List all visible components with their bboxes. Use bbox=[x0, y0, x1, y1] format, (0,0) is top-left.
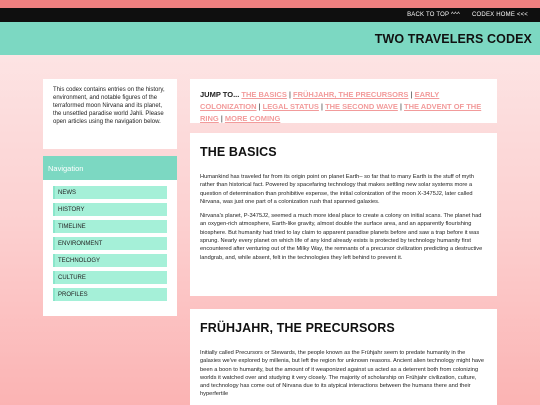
nav-item-profiles[interactable]: PROFILES bbox=[53, 288, 167, 301]
article-paragraph: Initially called Precursors or Stewards, the people known as the Frühjahr seem to predate humanity in the galaxies we've explored by millenia, but left the region for unknown reasons. Ancient alien technology might have been a boon to humanity, but the amount of it weaponized against us acted as a deterrent both from colonizing worlds it watched over and studying it very closely. The majority of scholarship on Frühjahr civilization, culture, and technology has come out of Nirvana due to its atypical interactions between the humans there and their hyperfertile bbox=[200, 350, 485, 398]
jump-link-early-colonization[interactable]: EARLY COLONIZATION bbox=[200, 90, 440, 111]
article-title: FRÜHJAHR, THE PRECURSORS bbox=[200, 321, 395, 335]
codex-home-link[interactable]: CODEX HOME <<< bbox=[472, 12, 528, 18]
navigation-list bbox=[43, 180, 177, 301]
jump-to-box bbox=[190, 79, 497, 123]
jump-separator: | bbox=[288, 90, 291, 99]
nav-item-news[interactable]: NEWS bbox=[53, 186, 167, 199]
jump-separator: | bbox=[399, 102, 402, 111]
intro-text: This codex contains entries on the history, environment, and notable figures of the terraformed moon Nirvana and its planet, the unsettled paradise world Jahli. Please open articles using the navigation below. bbox=[53, 87, 165, 125]
article-the-basics bbox=[190, 133, 497, 296]
article-title: THE BASICS bbox=[200, 145, 277, 159]
jump-link-fruhjahr[interactable]: FRÜHJAHR, THE PRECURSORS bbox=[292, 90, 409, 99]
jump-link-advent-of-the-ring[interactable]: THE ADVENT OF THE RING bbox=[200, 102, 482, 123]
accent-strip bbox=[0, 0, 540, 8]
nav-item-timeline[interactable]: TIMELINE bbox=[53, 220, 167, 233]
back-to-top-link[interactable]: BACK TO TOP ^^^ bbox=[407, 12, 461, 18]
nav-item-technology[interactable]: TECHNOLOGY bbox=[53, 254, 167, 267]
intro-box bbox=[43, 79, 177, 149]
jump-link-more-coming[interactable]: MORE COMING bbox=[224, 114, 281, 123]
jump-link-legal-status[interactable]: LEGAL STATUS bbox=[262, 102, 319, 111]
nav-item-culture[interactable]: CULTURE bbox=[53, 271, 167, 284]
site-header bbox=[0, 22, 540, 55]
site-title: TWO TRAVELERS CODEX bbox=[374, 31, 532, 46]
nav-item-history[interactable]: HISTORY bbox=[53, 203, 167, 216]
navigation-title: Navigation bbox=[43, 156, 177, 180]
jump-label: JUMP TO... bbox=[200, 90, 240, 99]
jump-separator: | bbox=[258, 102, 261, 111]
jump-separator: | bbox=[321, 102, 323, 111]
nav-item-environment[interactable]: ENVIRONMENT bbox=[53, 237, 167, 250]
top-bar bbox=[0, 8, 540, 22]
jump-link-second-wave[interactable]: THE SECOND WAVE bbox=[325, 102, 398, 111]
jump-separator: | bbox=[220, 114, 223, 123]
jump-link-the-basics[interactable]: THE BASICS bbox=[241, 90, 287, 99]
navigation-panel bbox=[43, 156, 177, 316]
jump-separator: | bbox=[410, 90, 413, 99]
article-fruhjahr bbox=[190, 309, 497, 405]
article-paragraph: Humankind has traveled far from its origin point on planet Earth– so far that to many Earth is the stuff of myth rather than historical fact. Powered by spacefaring technology that makes settling new solar systems more a question of determination than prohibitive expense, the initial colonization of the moon X-3475J2, later called Nirvana, was just one part of a colonization rush that spanned galaxies. bbox=[200, 174, 474, 205]
article-paragraph: Nirvana's planet, P-3475J2, seemed a much more ideal place to create a colony on initial scans. The planet had an oxygen-rich atmosphere, Earth-like gravity, almost double the surface area, and an apparently flourishing biosphere. But humanity had tried to lay claim to apparent paradise planets before and saw a trap before it was sprung. Nearly every planet on which life of any kind already exists is protected by technology humanity first encountered after venturing out of the Milky Way, the remnants of a precursor civilization predicting a destructive landgrab, and, while absent, felt in the technologies they left behind to prevent it. bbox=[200, 213, 483, 261]
